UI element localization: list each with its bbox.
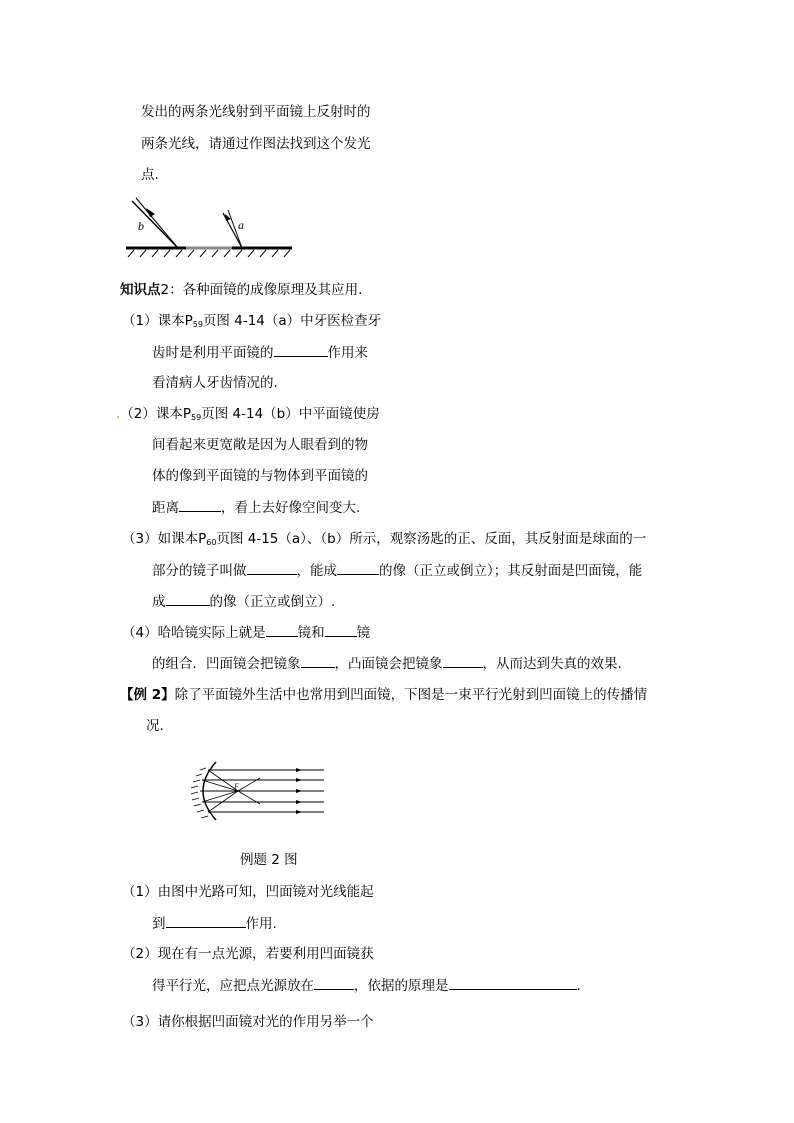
- ex2-q1-text-2b: 作用.: [245, 916, 277, 932]
- ray-arrows: [296, 768, 302, 814]
- ex2-q2-blank-1[interactable]: [314, 975, 354, 990]
- figure-2-caption: 例题 2 图: [240, 852, 298, 868]
- ex2-q2-text-2c: .: [576, 978, 581, 994]
- ex2-q2-blank-2[interactable]: [449, 975, 577, 990]
- q4-text-1c: 镜: [356, 625, 371, 641]
- q1-text-2a: 齿时是利用平面镜的: [152, 345, 274, 361]
- example-2-text: 除了平面镜外生活中也常用到凹面镜，下图是一束平行光射到凹面镜上的传播情: [174, 687, 648, 703]
- intro-line-2: 两条光线，请通过作图法找到这个发光: [141, 136, 371, 152]
- q3-blank-3[interactable]: [166, 591, 210, 606]
- ex2-q3-line-1: （3）请你根据凹面镜对光的作用另举一个: [122, 1014, 374, 1030]
- q4-blank-1[interactable]: [266, 622, 298, 637]
- concave-mirror-figure: [176, 758, 336, 824]
- label-a: a: [238, 218, 244, 232]
- q3-text-2c: 的像（正立或倒立）；其反射面是凹面镜，能: [379, 563, 643, 579]
- intro-line-3: 点.: [141, 167, 159, 183]
- q2-line-2: 间看起来更宽敞是因为人眼看到的物: [152, 437, 368, 453]
- q3-line-1: [122, 529, 646, 553]
- example-2-tag: 【例 2】: [120, 687, 175, 703]
- q3-text-3b: 的像（正立或倒立）.: [209, 594, 336, 610]
- q2-dot: .: [116, 406, 121, 422]
- q4-text-1b: 镜和: [297, 625, 325, 641]
- label-b: b: [138, 219, 144, 233]
- kp2-prefix: 知识点: [120, 282, 161, 298]
- q1-text-2b: 作用来: [327, 345, 368, 361]
- q3-text: （3）如课本: [122, 531, 199, 547]
- ex2-q2-text-2b: ，依据的原理是: [354, 978, 449, 994]
- q2-line-3: 体的像到平面镜的与物体到平面镜的: [152, 468, 368, 484]
- q2-text-4b: ，看上去好像空间变大.: [221, 500, 361, 516]
- example-2-line-2: 况.: [146, 718, 164, 734]
- q3-blank-1[interactable]: [247, 560, 297, 575]
- q4-text-2c: ，从而达到失真的效果.: [482, 656, 622, 672]
- q2-text-4a: 距离: [152, 500, 179, 516]
- q4-blank-2[interactable]: [325, 622, 357, 637]
- mirror-hatching: [128, 250, 290, 257]
- q2-p: P: [182, 406, 192, 422]
- q2-text: （2）课本: [120, 406, 183, 422]
- q3-p: P: [198, 531, 207, 547]
- q4-text-1a: （4）哈哈镜实际上就是: [122, 625, 266, 641]
- mirror-back-hatching: [191, 768, 208, 818]
- ex2-q2-line-2: [152, 975, 581, 996]
- focus-label: F: [234, 782, 239, 791]
- q4-line-2: [152, 653, 622, 674]
- q1-text: （1）课本: [122, 313, 185, 329]
- q2-line-1: [116, 404, 380, 428]
- ex2-q1-line-2: [152, 913, 277, 934]
- q3-text-2a: 部分的镜子叫做: [152, 563, 247, 579]
- q4-text-2a: 的组合．凹面镜会把镜象: [152, 656, 301, 672]
- q3-text-3a: 成: [152, 594, 166, 610]
- kp2-rest: 2：各种面镜的成像原理及其应用.: [160, 282, 363, 298]
- q1-line-2: [152, 342, 368, 363]
- q3-line-3: [152, 591, 335, 612]
- intro-line-1: 发出的两条光线射到平面镜上反射时的: [141, 104, 371, 120]
- q4-text-2b: ，凸面镜会把镜象: [334, 656, 443, 672]
- q1-p: P: [184, 313, 193, 329]
- q1-line-3: 看清病人牙齿情况的.: [152, 375, 278, 391]
- ex2-q2-line-1: （2）现在有一点光源，若要利用凹面镜获: [122, 946, 374, 962]
- q1-page-sub: 59: [192, 320, 203, 329]
- q3-text-b: 页图 4-15（a）、（b）所示，观察汤匙的正、反面，其反射面是球面的一: [216, 531, 647, 547]
- ex2-q1-blank[interactable]: [166, 913, 246, 928]
- example-2-line-1: [120, 685, 647, 705]
- q4-blank-4[interactable]: [443, 653, 483, 668]
- q4-line-1: [122, 622, 370, 643]
- q1-blank[interactable]: [274, 342, 328, 357]
- q2-line-4: [152, 497, 360, 518]
- q3-blank-2[interactable]: [337, 560, 379, 575]
- q1-text-b: 页图 4-14（a）中牙医检查牙: [202, 313, 382, 329]
- q2-text-b: 页图 4-14（b）中平面镜使房: [201, 406, 380, 422]
- q1-line-1: [122, 311, 381, 335]
- q3-line-2: [152, 560, 642, 581]
- q2-blank[interactable]: [179, 497, 221, 512]
- q4-blank-3[interactable]: [301, 653, 335, 668]
- ex2-q1-line-1: （1）由图中光路可知，凹面镜对光线能起: [122, 884, 374, 900]
- q3-text-2b: ，能成: [296, 563, 337, 579]
- parallel-rays: [200, 770, 324, 812]
- ex2-q2-text-2a: 得平行光，应把点光源放在: [152, 978, 314, 994]
- knowledge-point-2: [120, 280, 362, 300]
- q2-page-sub: 59: [191, 413, 202, 422]
- ex2-q1-text-2a: 到: [152, 916, 166, 932]
- q3-page-sub: 60: [206, 538, 217, 547]
- plane-mirror-figure: [122, 195, 297, 257]
- arrow-b: [146, 208, 155, 217]
